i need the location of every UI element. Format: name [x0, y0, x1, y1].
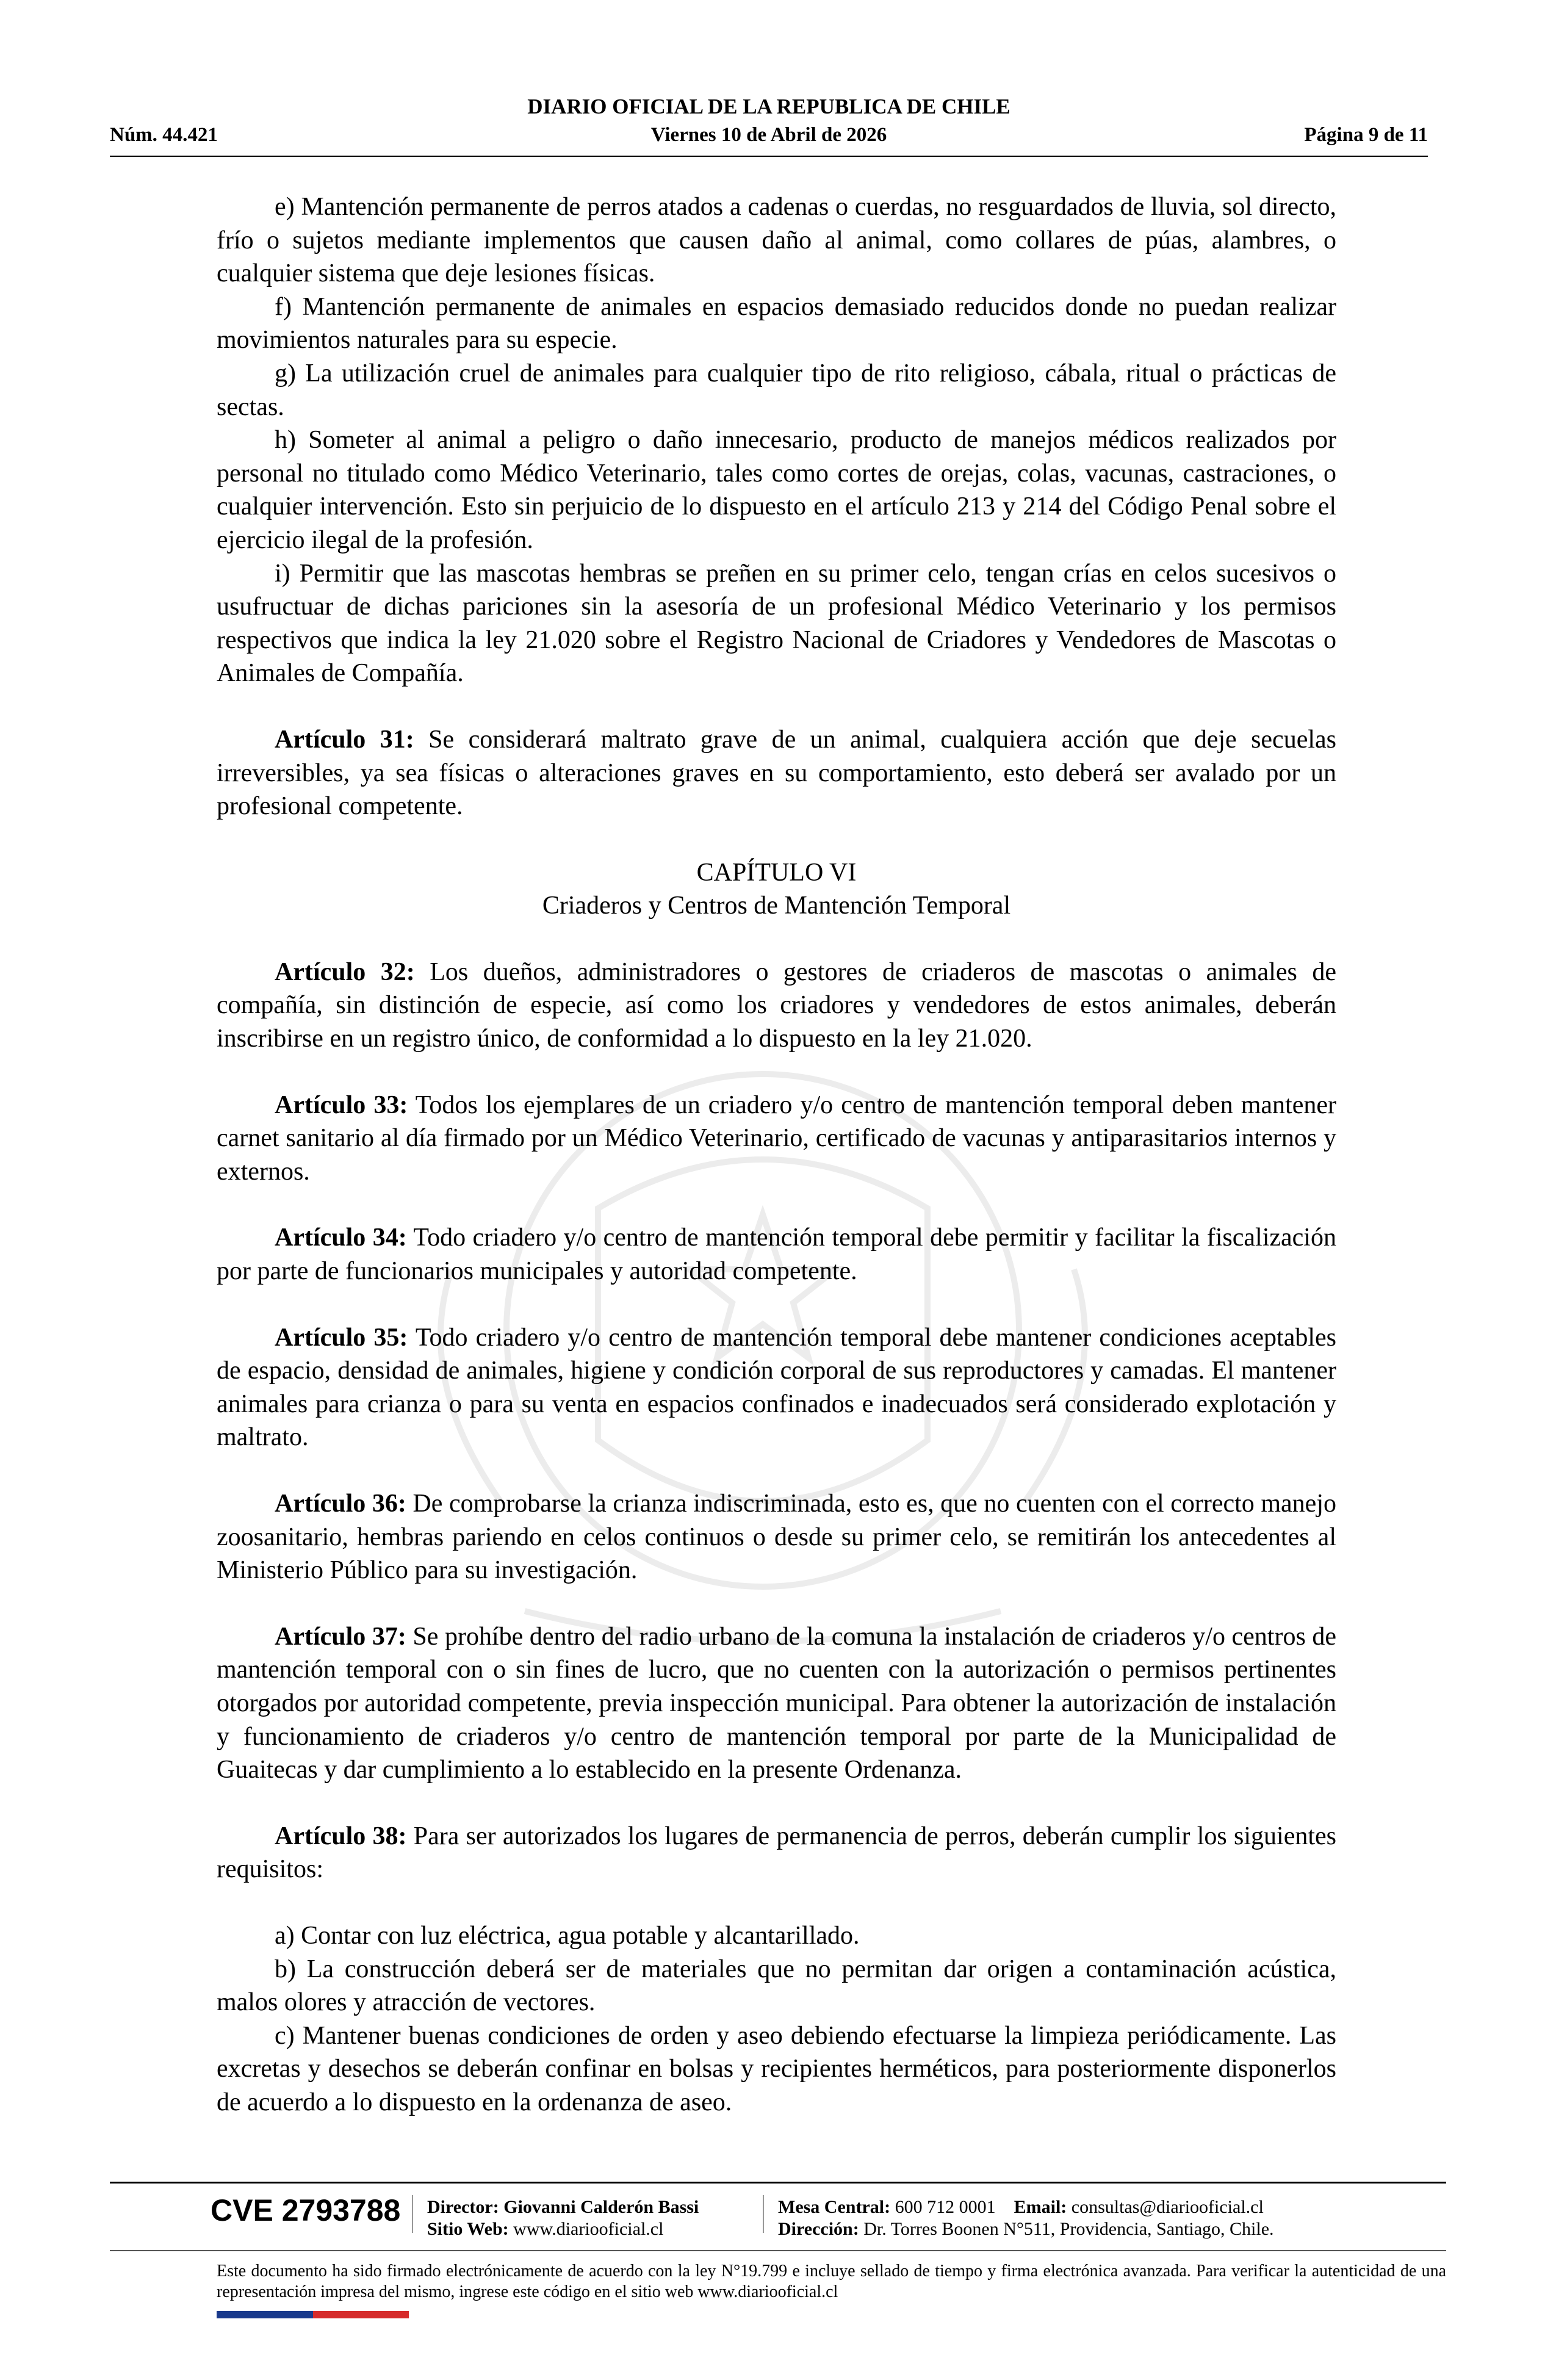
newspaper-title: DIARIO OFICIAL DE LA REPUBLICA DE CHILE	[527, 95, 1010, 118]
director-label: Director:	[427, 2197, 499, 2217]
article-text: De comprobarse la crianza indiscriminada, esto es, que no cuenten con el correcto manejo zoosanitario, hembras pariendo en celos continuos o desde su primer celo, se remitirán los antecedentes al Ministerio Público para su investigación.	[217, 1490, 1336, 1585]
page-number: Página 9 de 11	[1304, 124, 1428, 146]
article-36	[217, 1487, 1336, 1587]
article-text: Todo criadero y/o centro de mantención temporal debe permitir y facilitar la fiscalización por parte de funcionarios municipales y autoridad competente.	[217, 1224, 1336, 1286]
address-text: Dr. Torres Boonen N°511, Providencia, Santiago, Chile.	[863, 2219, 1274, 2239]
email-label: Email:	[1014, 2197, 1067, 2217]
chapter-heading	[217, 856, 1336, 923]
article-text: Todos los ejemplares de un criadero y/o centro de mantención temporal deben mantener carnet sanitario al día firmado por un Médico Veterinario, certificado de vacunas y antiparasitarios internos y externos.	[217, 1091, 1336, 1186]
article-text: Se prohíbe dentro del radio urbano de la comuna la instalación de criaderos y/o centros de mantención temporal con o sin fines de lucro, que no cuenten con la autorización o permisos pertinentes otorgados por autoridad competente, previa inspección municipal. Para obtener la autorización de instalación y funcionamiento de criaderos y/o centro de mantención temporal por parte de la Municipalidad de Guaitecas y dar cumplimiento a lo establecido en la presente Ordenanza.	[217, 1622, 1336, 1784]
flag-stripe	[217, 2311, 409, 2318]
footer-separator	[763, 2195, 764, 2233]
requirement-item: c) Mantener buenas condiciones de orden y aseo debiendo efectuarse la limpieza periódicamente. Las excretas y desechos se deberán confinar en bolsas y recipientes herméticos, para posteriormente disponerlos de acuerdo a lo dispuesto en la ordenanza de aseo.	[217, 2021, 1336, 2116]
site-label: Sitio Web:	[427, 2219, 509, 2239]
footer-separator	[412, 2195, 413, 2233]
page-header	[110, 95, 1428, 162]
article-label: Artículo 35:	[275, 1323, 408, 1352]
site-link[interactable]: www.diariooficial.cl	[513, 2219, 664, 2239]
footer-divider-secondary	[110, 2250, 1446, 2251]
article-text: Los dueños, administradores o gestores de criaderos de mascotas o animales de compañía, sin distinción de especie, así como los criadores y vendedores de estos animales, deberán inscribirse en un registro único, de conformidad a lo dispuesto en la ley 21.020.	[217, 957, 1336, 1053]
article-label: Artículo 36:	[275, 1490, 406, 1518]
list-item: h) Someter al animal a peligro o daño innecesario, producto de manejos médicos realizados por personal no titulado como Médico Veterinario, tales como cortes de orejas, colas, vacunas, castraciones, o cualquier intervención. Esto sin perjuicio de lo dispuesto en el artículo 213 y 214 del Código Penal sobre el ejercicio ilegal de la profesión.	[217, 426, 1336, 554]
footer-contact-block	[778, 2196, 1274, 2240]
chapter-number: CAPÍTULO VI	[696, 858, 857, 887]
article-33	[217, 1089, 1336, 1189]
stripe-red	[313, 2311, 409, 2318]
issue-number: Núm. 44.421	[110, 124, 218, 146]
chapter-title: Criaderos y Centros de Mantención Temporal	[542, 892, 1011, 920]
issue-date: Viernes 10 de Abril de 2026	[650, 124, 887, 146]
signature-note: Este documento ha sido firmado electrónicamente de acuerdo con la ley N°19.799 e incluye sellado de tiempo y firma electrónica avanzada. Para verificar la autenticidad de una representación impresa del mismo, ingrese este código en el sitio web www.diariooficial.cl	[217, 2262, 1446, 2301]
article-label: Artículo 32:	[275, 957, 415, 986]
article-38	[217, 1820, 1336, 1886]
footer-director-block	[427, 2196, 699, 2240]
article-label: Artículo 33:	[275, 1091, 408, 1119]
article-35	[217, 1321, 1336, 1454]
header-divider	[110, 156, 1428, 157]
footer-divider	[110, 2182, 1446, 2183]
article-label: Artículo 31:	[275, 725, 414, 754]
email-link[interactable]: consultas@diariooficial.cl	[1071, 2197, 1264, 2217]
list-item: g) La utilización cruel de animales para cualquier tipo de rito religioso, cábala, ritual o prácticas de sectas.	[217, 359, 1336, 421]
requirement-item: a) Contar con luz eléctrica, agua potable y alcantarillado.	[275, 1921, 860, 1950]
document-body	[217, 190, 1336, 2119]
address-label: Dirección:	[778, 2219, 859, 2239]
article-label: Artículo 37:	[275, 1622, 406, 1651]
phone-label: Mesa Central:	[778, 2197, 891, 2217]
list-item: i) Permitir que las mascotas hembras se preñen en su primer celo, tengan crías en celos sucesivos o usufructuar de dichas pariciones sin la asesoría de un profesional Médico Veterinario y los permisos respectivos que indica la ley 21.020 sobre el Registro Nacional de Criadores y Vendedores de Mascotas o Animales de Compañía.	[217, 559, 1336, 688]
list-item: f) Mantención permanente de animales en espacios demasiado reducidos donde no puedan realizar movimientos naturales para su especie.	[217, 292, 1336, 355]
article-text: Se considerará maltrato grave de un animal, cualquiera acción que deje secuelas irreversibles, ya sea físicas o alteraciones graves en su comportamiento, esto deberá ser avalado por un profesional competente.	[217, 725, 1336, 821]
article-37	[217, 1620, 1336, 1787]
page-footer	[110, 2182, 1446, 2328]
article-31	[217, 723, 1336, 823]
phone-number: 600 712 0001	[895, 2197, 996, 2217]
director-name: Giovanni Calderón Bassi	[503, 2197, 699, 2217]
article-34	[217, 1221, 1336, 1288]
cve-code: CVE 2793788	[211, 2193, 401, 2227]
requirement-item: b) La construcción deberá ser de materiales que no permitan dar origen a contaminación acústica, malos olores y atracción de vectores.	[217, 1955, 1336, 2017]
article-label: Artículo 34:	[275, 1224, 407, 1252]
list-item: e) Mantención permanente de perros atados a cadenas o cuerdas, no resguardados de lluvia, sol directo, frío o sujetos mediante implementos que causen daño al animal, como collares de púas, alambres, o cualquier sistema que deje lesiones físicas.	[217, 193, 1336, 288]
article-label: Artículo 38:	[275, 1822, 407, 1850]
stripe-blue	[217, 2311, 313, 2318]
article-text: Todo criadero y/o centro de mantención temporal debe mantener condiciones aceptables de espacio, densidad de animales, higiene y condición corporal de sus reproductores y camadas. El mantener animales para crianza o para su venta en espacios confinados e inadecuados será considerado explotación y maltrato.	[217, 1323, 1336, 1452]
article-32	[217, 956, 1336, 1056]
article-text: Para ser autorizados los lugares de permanencia de perros, deberán cumplir los siguientes requisitos:	[217, 1822, 1336, 1884]
